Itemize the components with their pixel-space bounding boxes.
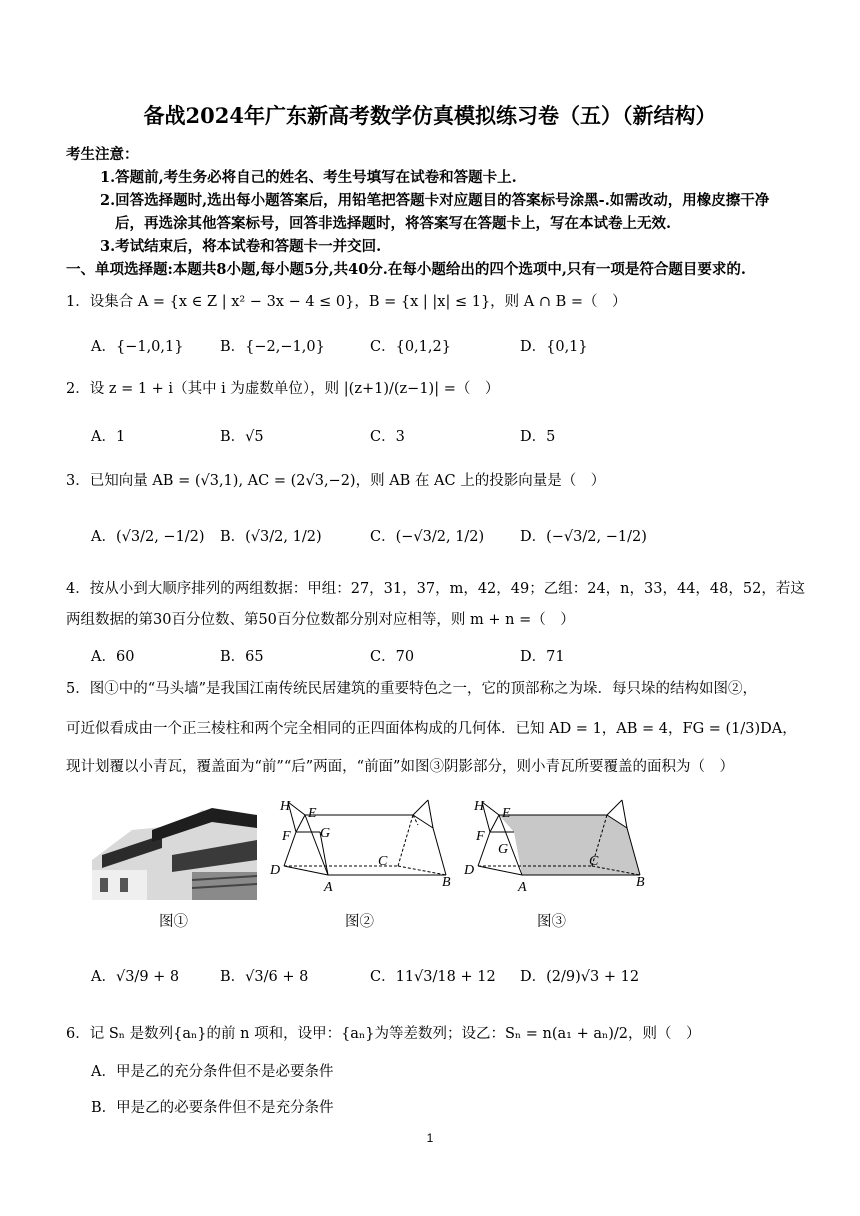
question-2-stem: 2．设 z = 1 + i（其中 i 为虚数单位），则 |(z+1)/(z−1)| =（ ） bbox=[66, 381, 500, 397]
q3-option-c: C．(−√3/2, 1/2) bbox=[370, 529, 485, 545]
label-a: A bbox=[518, 880, 527, 895]
question-1-stem: 1．设集合 A = {x ∈ Z | x² − 3x − 4 ≤ 0}，B = {x | |x| ≤ 1}，则 A ∩ B =（ ） bbox=[66, 294, 627, 310]
label-h: H bbox=[474, 799, 485, 814]
q6-option-a: A．甲是乙的充分条件但不是必要条件 bbox=[91, 1064, 334, 1080]
label-f: F bbox=[476, 829, 485, 844]
notice-item-1: 1.答题前,考生务必将自己的姓名、考生号填写在试卷和答题卡上. bbox=[100, 169, 517, 186]
q5-option-a: A．√3/9 + 8 bbox=[91, 969, 180, 985]
label-h: H bbox=[280, 799, 291, 814]
page-title: 备战2024年广东新高考数学仿真模拟练习卷（五）（新结构） bbox=[143, 103, 717, 128]
label-d: D bbox=[464, 863, 475, 878]
q6-option-b: B．甲是乙的必要条件但不是充分条件 bbox=[91, 1100, 334, 1116]
page-number: 1 bbox=[426, 1131, 434, 1145]
notice-item-2-cont: 后，再选涂其他答案标号，回答非选择题时，将答案写在答题卡上，写在本试卷上无效. bbox=[115, 215, 672, 232]
caption-figure-2: 图② bbox=[345, 914, 374, 930]
question-5-line-1: 5．图①中的“马头墙”是我国江南传统民居建筑的重要特色之一，它的顶部称之为垛．每只垛的结构如图②， bbox=[66, 681, 758, 697]
question-4-line-1: 4．按从小到大顺序排列的两组数据：甲组：27，31，37，m，42，49；乙组：24，n，33，44，48，52，若这 bbox=[66, 581, 805, 597]
label-g: G bbox=[320, 826, 331, 841]
q2-option-a: A．1 bbox=[91, 429, 126, 445]
label-f: F bbox=[282, 829, 291, 844]
q1-option-a: A．{−1,0,1} bbox=[91, 339, 184, 355]
question-4-line-2: 两组数据的第30百分位数、第50百分位数都分别对应相等，则 m + n =（ ） bbox=[66, 612, 575, 628]
q1-option-c: C．{0,1,2} bbox=[370, 339, 451, 355]
question-5-line-2: 可近似看成由一个正三棱柱和两个完全相同的正四面体构成的几何体．已知 AD = 1，AB = 4，FG = (1/3)DA， bbox=[66, 721, 797, 737]
notice-item-3: 3.考试结束后，将本试卷和答题卡一并交回. bbox=[100, 238, 382, 255]
caption-figure-3: 图③ bbox=[537, 914, 566, 930]
notice-item-2: 2.回答选择题时,选出每小题答案后，用铅笔把答题卡对应题目的答案标号涂黑-.如需改动，用橡皮擦干净 bbox=[100, 192, 770, 209]
section-heading: 一、单项选择题:本题共8小题,每小题5分,共40分.在每小题给出的四个选项中,只有一项是符合题目要求的. bbox=[66, 261, 746, 278]
q4-option-a: A．60 bbox=[91, 649, 135, 665]
label-b: B bbox=[442, 875, 451, 890]
label-c: C bbox=[378, 854, 388, 869]
q3-option-a: A．(√3/2, −1/2) bbox=[91, 529, 205, 545]
q2-option-d: D．5 bbox=[520, 429, 556, 445]
q5-option-b: B．√3/6 + 8 bbox=[220, 969, 309, 985]
q2-option-c: C．3 bbox=[370, 429, 405, 445]
q5-option-c: C．11√3/18 + 12 bbox=[370, 969, 496, 985]
label-e: E bbox=[502, 806, 511, 821]
q3-option-d: D．(−√3/2, −1/2) bbox=[520, 529, 647, 545]
question-3-stem: 3．已知向量 AB = (√3,1), AC = (2√3,−2)，则 AB 在 AC 上的投影向量是（ ） bbox=[66, 473, 606, 489]
q4-option-b: B．65 bbox=[220, 649, 264, 665]
question-6-stem: 6．记 Sₙ 是数列{aₙ}的前 n 项和，设甲：{aₙ}为等差数列；设乙：Sₙ = n(a₁ + aₙ)/2，则（ ） bbox=[66, 1026, 701, 1042]
q4-option-c: C．70 bbox=[370, 649, 415, 665]
label-e: E bbox=[308, 806, 317, 821]
figure-2-diagram bbox=[268, 795, 458, 895]
figure-3-diagram bbox=[462, 795, 657, 895]
question-5-line-3: 现计划覆以小青瓦，覆盖面为“前”“后”两面，“前面”如图③阴影部分，则小青瓦所要覆盖的面积为（ ） bbox=[66, 759, 734, 775]
q3-option-b: B．(√3/2, 1/2) bbox=[220, 529, 322, 545]
q2-option-b: B．√5 bbox=[220, 429, 264, 445]
caption-figure-1: 图① bbox=[159, 914, 188, 930]
q1-option-b: B．{−2,−1,0} bbox=[220, 339, 325, 355]
notice-heading: 考生注意： bbox=[66, 146, 139, 163]
label-a: A bbox=[324, 880, 333, 895]
label-c: C bbox=[589, 854, 599, 869]
label-b: B bbox=[636, 875, 645, 890]
label-g: G bbox=[498, 842, 509, 857]
q1-option-d: D．{0,1} bbox=[520, 339, 588, 355]
label-d: D bbox=[270, 863, 281, 878]
figure-1-photo bbox=[92, 800, 257, 900]
q5-option-d: D．(2/9)√3 + 12 bbox=[520, 969, 640, 985]
q4-option-d: D．71 bbox=[520, 649, 565, 665]
